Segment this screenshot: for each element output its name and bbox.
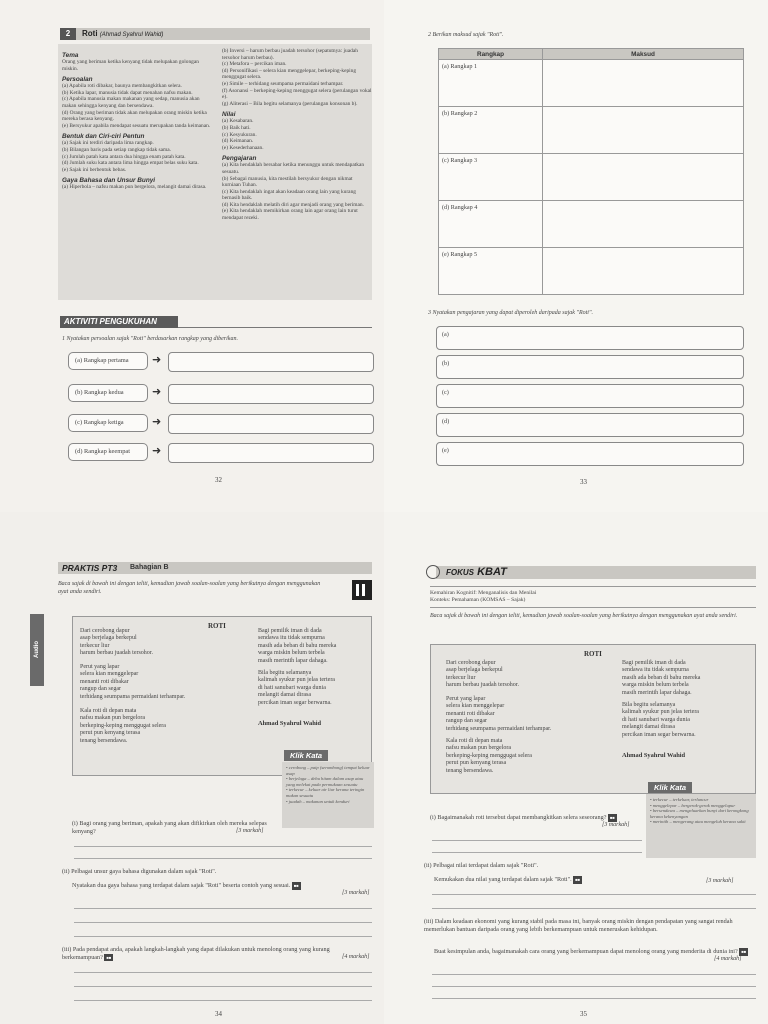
answer-line[interactable] bbox=[432, 894, 756, 895]
gaya-item: (e) Simile – terhidang seumpama permaidani terhampar. bbox=[222, 80, 344, 87]
page-34 bbox=[0, 512, 384, 1024]
kbat-badge-icon: ■■ bbox=[575, 877, 581, 882]
gaya-item: (a) Hiperbola – nafsu makan pun bergelora, melangit damai dirasa. bbox=[62, 184, 207, 191]
poem-stanza: Perut yang lapar selera kian menggelepar menanti roti dibakar rangup dan segar terhidang seumpama permaidani terhampar. bbox=[446, 696, 552, 732]
question-i: (i) Bagi orang yang beriman, apakah yang akan difikirkan oleh mereka selepas kenyang? bbox=[72, 820, 267, 835]
table-row bbox=[439, 154, 744, 201]
section-number: 2 bbox=[60, 28, 76, 40]
answer-line[interactable] bbox=[74, 846, 372, 847]
page-33 bbox=[384, 0, 768, 512]
nilai-item: (b) Baik hati. bbox=[222, 124, 251, 131]
poem-stanza: Dari cerobong dapur asap berjelaga berkepul terkecur liur harum berbau juadah tersohor. bbox=[80, 628, 153, 657]
page-number: 32 bbox=[215, 476, 222, 484]
answer-line[interactable] bbox=[432, 986, 756, 987]
tema-heading: Tema bbox=[62, 52, 79, 59]
question-ii: (ii) Pelbagai unsur gaya bahasa digunakan dalam sajak "Roti". bbox=[62, 868, 217, 875]
table-cell-answer[interactable] bbox=[543, 107, 744, 154]
answer-box[interactable]: (b) bbox=[436, 355, 744, 379]
table-cell-rangkap: (c) Rangkap 3 bbox=[439, 154, 543, 201]
klik-kata-heading: Klik Kata bbox=[284, 750, 328, 761]
klik-kata-heading: Klik Kata bbox=[648, 782, 692, 793]
instructions: Baca sajak di bawah ini dengan teliti, kemudian jawab soalan-soalan yang berikutnya dengan menggunakan ayat anda sendiri. bbox=[430, 613, 738, 619]
activity-rule bbox=[178, 327, 372, 328]
answer-box[interactable]: (a) bbox=[436, 326, 744, 350]
answer-box[interactable]: (d) bbox=[436, 413, 744, 437]
question-iii-task: Buat kesimpulan anda, bagaimanakah cara orang yang berkemampuan dapat menolong orang yang menderita di dunia ini? ■■ bbox=[434, 948, 747, 956]
poem-stanza: Dari cerobong dapur asap berjelaga berkepul terkecur liur harum berbau juadah tersohor. bbox=[446, 660, 519, 689]
activity-banner: AKTIVITI PENGUKUHAN bbox=[60, 316, 178, 328]
nilai-heading: Nilai bbox=[222, 111, 236, 119]
persoalan-heading: Persoalan bbox=[62, 76, 93, 84]
page-35 bbox=[384, 512, 768, 1024]
rangkap-label: (a) Rangkap pertama bbox=[68, 352, 148, 370]
marks: [4 markah] bbox=[714, 956, 742, 962]
poem-title: ROTI bbox=[584, 650, 602, 658]
marks: [3 markah] bbox=[342, 890, 370, 896]
persoalan-item: (d) Orang yang beriman tidak akan melupakan orang miskin ketika mereka berasa kenyang. bbox=[62, 109, 207, 123]
answer-line[interactable] bbox=[74, 922, 372, 923]
persoalan-item: (a) Apabila roti dibakar, baunya membangkitkan selera. bbox=[62, 83, 182, 90]
rangkap-label: (d) Rangkap keempat bbox=[68, 443, 148, 461]
persoalan-item: (e) Bersyukur apabila mendapat sesuatu merupakan tanda keimanan. bbox=[62, 122, 211, 129]
fokus-kbat-title: FOKUS KBAT bbox=[446, 566, 507, 578]
page-number: 33 bbox=[580, 478, 587, 486]
table-header: Rangkap bbox=[439, 49, 543, 60]
poem-stanza: Bagi pemilik iman di dada sendawa itu tidak sempurna masih ada beban di bahu mereka warga miskin belum terbela masih merintih lapar dahaga. bbox=[258, 628, 337, 664]
pengajaran-item: (e) Kita hendaklah memikirkan orang lain agar orang lain turut mendapat rezeki. bbox=[222, 208, 358, 222]
gaya-item: (c) Metafora – percikan iman. bbox=[222, 61, 287, 68]
table-row bbox=[439, 107, 744, 154]
bentuk-item: (a) Sajak ini terdiri daripada lima rangkap. bbox=[62, 140, 154, 147]
klik-kata-glossary: • cerobong – paip (serombong) tempat keluar asap • berjelaga – debu hitam dalam asap atau yang melekat pada permukaan sesuatu • terkecur – keluar air liur kerana teringin makan sesuatu • juadah – makanan untuk kenduri bbox=[282, 762, 374, 828]
table-cell-rangkap: (e) Rangkap 5 bbox=[439, 248, 543, 295]
rangkap-row bbox=[68, 352, 378, 372]
answer-line[interactable] bbox=[74, 908, 372, 909]
marks: [4 markah] bbox=[342, 954, 370, 960]
answer-line[interactable] bbox=[432, 974, 756, 975]
kbat-badge-icon: ■■ bbox=[610, 815, 615, 820]
question-ii-task: Nyatakan dua gaya bahasa yang terdapat dalam sajak "Roti" beserta contoh yang sesuai. ■■ bbox=[72, 882, 299, 890]
gaya-item: (g) Aliterasi – Bila begitu selamanya (perulangan konsonan b). bbox=[222, 100, 358, 107]
arrow-right-icon: ➜ bbox=[152, 444, 162, 457]
maksud-table bbox=[438, 48, 744, 295]
poem-stanza: Bagi pemilik iman di dada sendawa itu tidak sempurna masih ada beban di bahu mereka warga miskin belum terbela masih merintih lapar dahaga. bbox=[622, 660, 701, 696]
pengajaran-item: (c) Kita hendaklah ingat akan keadaan orang lain yang kurang bernasib baik. bbox=[222, 188, 356, 202]
arrow-right-icon: ➜ bbox=[152, 385, 162, 398]
rangkap-row bbox=[68, 414, 378, 434]
pengajaran-heading: Pengajaran bbox=[222, 155, 257, 163]
gaya-heading: Gaya Bahasa dan Unsur Bunyi bbox=[62, 177, 156, 185]
answer-line[interactable] bbox=[74, 936, 372, 937]
table-cell-rangkap: (a) Rangkap 1 bbox=[439, 60, 543, 107]
table-row bbox=[439, 201, 744, 248]
answer-box[interactable] bbox=[168, 443, 374, 463]
poem-author: Ahmad Syahrul Wahid bbox=[622, 752, 686, 759]
question-ii-task: Kemukakan dua nilai yang terdapat dalam sajak "Roti". ■■ bbox=[434, 876, 581, 884]
table-cell-answer[interactable] bbox=[543, 60, 744, 107]
persoalan-item: (b) Ketika lapar, manusia tidak dapat menahan nafsu makan. bbox=[62, 89, 193, 96]
marks: [3 markah] bbox=[706, 878, 734, 884]
nilai-item: (c) Kesyukuran. bbox=[222, 131, 257, 138]
bentuk-heading: Bentuk dan Ciri-ciri Pentun bbox=[62, 133, 145, 141]
qr-code-icon[interactable] bbox=[352, 580, 372, 600]
answer-line[interactable] bbox=[432, 852, 642, 853]
klik-kata-glossary: • terkecur – terkeluar, terluncur • menggelepar – bergerak-gerak menggelupur • bersendawa – mengeluarkan bunyi dari kerongkong kerana kekenyangan • merintih – mengerang atau mengeluh kerana sakit bbox=[646, 794, 756, 858]
question-i: (i) Bagaimanakah roti tersebut dapat membangkitkan selera seseorang? ■■ bbox=[430, 814, 615, 822]
globe-icon bbox=[426, 565, 440, 579]
skills-context bbox=[430, 586, 756, 608]
question-2: 2 Berikan maksud sajak "Roti". bbox=[428, 32, 504, 38]
poem-stanza: Kala roti di depan mata nafsu makan pun bergelora berkeping-keping menggugat selera perut pun kenyang terasa tenang bersendawa. bbox=[446, 738, 532, 774]
arrow-right-icon: ➜ bbox=[152, 353, 162, 366]
instructions: Baca sajak di bawah ini dengan teliti, kemudian jawab soalan-soalan yang berikutnya dengan menggunakan ayat anda sendiri. bbox=[58, 581, 321, 595]
practice-subtitle: Bahagian B bbox=[130, 564, 169, 571]
gaya-item: (d) Personifikasi – selera kian menggelepar, berkeping-keping menggugat selera. bbox=[222, 67, 357, 81]
gaya-item: (f) Asonansi – berkeping-keping menggugat selera (perulangan vokal e). bbox=[222, 87, 372, 101]
poem-stanza: Kala roti di depan mata nafsu makan pun bergelora berkeping-keping menggugat selera perut pun kenyang terasa tenang bersendawa. bbox=[80, 708, 166, 744]
question-iii: (iii) Pada pendapat anda, apakah langkah-langkah yang dapat dilakukan untuk menolong orang yang kurang berkemampuan? ■■ bbox=[62, 946, 330, 961]
table-cell-rangkap: (b) Rangkap 2 bbox=[439, 107, 543, 154]
marks: [3 markah] bbox=[602, 822, 630, 828]
table-row bbox=[439, 248, 744, 295]
kbat-badge-icon: ■■ bbox=[741, 949, 747, 954]
pengajaran-item: (b) Sebagai manusia, kita mestilah bersyukur dengan nikmat kurniaan Tuhan. bbox=[222, 175, 353, 189]
pengajaran-item: (a) Kita hendaklah bersabar ketika menunggu untuk mendapatkan sesuatu. bbox=[222, 162, 365, 175]
nilai-item: (d) Keimanan. bbox=[222, 138, 254, 145]
answer-box[interactable]: (c) bbox=[436, 384, 744, 408]
answer-box[interactable] bbox=[168, 414, 374, 434]
poem-stanza: Bila begitu selamanya kalimah syukur pun jelas tertera di hati sanubari warga dunia melangit damai dirasa percikan iman segar berwarna. bbox=[258, 670, 335, 706]
gaya-item: (b) Inversi – harum berbau juadah tersohor (sepatutnya: juadah tersohor harum berbau). bbox=[222, 48, 358, 61]
poem-title: ROTI bbox=[208, 622, 226, 630]
bentuk-item: (b) Bilangan baris pada setiap rangkap tidak sama. bbox=[62, 146, 171, 153]
persoalan-item: (c) Apabila manusia makan makanan yang sedap, manusia akan makan sehingga kenyang dan bersendawa. bbox=[62, 96, 200, 109]
table-cell-answer[interactable] bbox=[543, 154, 744, 201]
kbat-badge-icon: ■■ bbox=[106, 954, 112, 960]
rangkap-label: (c) Rangkap ketiga bbox=[68, 414, 148, 432]
nilai-item: (e) Kesederhanaan. bbox=[222, 144, 264, 151]
table-cell-answer[interactable] bbox=[543, 248, 744, 295]
rangkap-row bbox=[68, 443, 378, 463]
answer-line[interactable] bbox=[432, 998, 756, 999]
arrow-right-icon: ➜ bbox=[152, 415, 162, 428]
rangkap-row bbox=[68, 384, 378, 404]
answer-line[interactable] bbox=[432, 908, 756, 909]
bentuk-item: (d) Jumlah suku kata antara lima hingga empat belas suku kata. bbox=[62, 160, 199, 167]
kbat-badge-icon: ■■ bbox=[293, 883, 299, 888]
rangkap-label: (b) Rangkap kedua bbox=[68, 384, 148, 402]
answer-box[interactable]: (e) bbox=[436, 442, 744, 466]
practice-title: PRAKTIS PT3 bbox=[62, 563, 118, 573]
table-cell-rangkap: (d) Rangkap 4 bbox=[439, 201, 543, 248]
nilai-item: (a) Kesabaran. bbox=[222, 118, 254, 125]
answer-box[interactable] bbox=[168, 384, 374, 404]
answer-line[interactable] bbox=[74, 972, 372, 973]
poem-author: Ahmad Syahrul Wahid bbox=[258, 720, 322, 727]
table-header: Maksud bbox=[543, 49, 744, 60]
page-number: 35 bbox=[580, 1010, 587, 1018]
summary-left-column bbox=[62, 48, 212, 191]
summary-right-column bbox=[222, 48, 372, 222]
question-ii: (ii) Pelbagai nilai terdapat dalam sajak "Roti". bbox=[424, 862, 539, 869]
marks: [3 markah] bbox=[236, 828, 264, 834]
answer-line[interactable] bbox=[74, 986, 372, 987]
answer-line[interactable] bbox=[74, 858, 372, 859]
audio-side-tab[interactable]: Audio bbox=[30, 614, 44, 686]
poem-stanza: Perut yang lapar selera kian menggelepar menanti roti dibakar rangup dan segar terhidang seumpama permaidani terhampar. bbox=[80, 664, 186, 700]
answer-line[interactable] bbox=[74, 1000, 372, 1001]
answer-line[interactable] bbox=[432, 840, 642, 841]
cognitive-skill: Kemahiran Kognitif: Menganalisis dan Menilai bbox=[430, 590, 537, 596]
question-1: 1 Nyatakan persoalan sajak "Roti" berdasarkan rangkap yang diberikan. bbox=[62, 336, 238, 342]
bentuk-item: (e) Sajak ini berbentuk bebas. bbox=[62, 166, 127, 173]
pengajaran-item: (d) Kita hendaklah melatih diri agar menjadi orang yang beriman. bbox=[222, 201, 364, 208]
page-number: 34 bbox=[215, 1010, 222, 1018]
question-iii: (iii) Dalam keadaan ekonomi yang kurang stabil pada masa ini, banyak orang miskin dengan pendapatan yang sangat rendah memerlukan bantuan daripada orang yang lebih berkemampuan untuk meneruskan kehidupan. bbox=[424, 918, 733, 933]
context: Konteks: Pemahaman (KOMSAS – Sajak) bbox=[430, 597, 526, 603]
answer-box[interactable] bbox=[168, 352, 374, 372]
bentuk-item: (c) Jumlah patah kata antara dua hingga enam patah kata. bbox=[62, 153, 186, 160]
poem-stanza: Bila begitu selamanya kalimah syukur pun jelas tertera di hati sanubari warga dunia melangit damai dirasa percikan iman segar berwarna. bbox=[622, 702, 699, 738]
question-3: 3 Nyatakan pengajaran yang dapat diperoleh daripada sajak "Roti". bbox=[428, 310, 593, 316]
table-row bbox=[439, 60, 744, 107]
tema-text: Orang yang beriman ketika kenyang tidak melupakan golongan miskin. bbox=[62, 59, 199, 72]
section-title: Roti (Ahmad Syahrul Wahid) bbox=[82, 29, 164, 38]
page-32 bbox=[0, 0, 384, 512]
table-cell-answer[interactable] bbox=[543, 201, 744, 248]
